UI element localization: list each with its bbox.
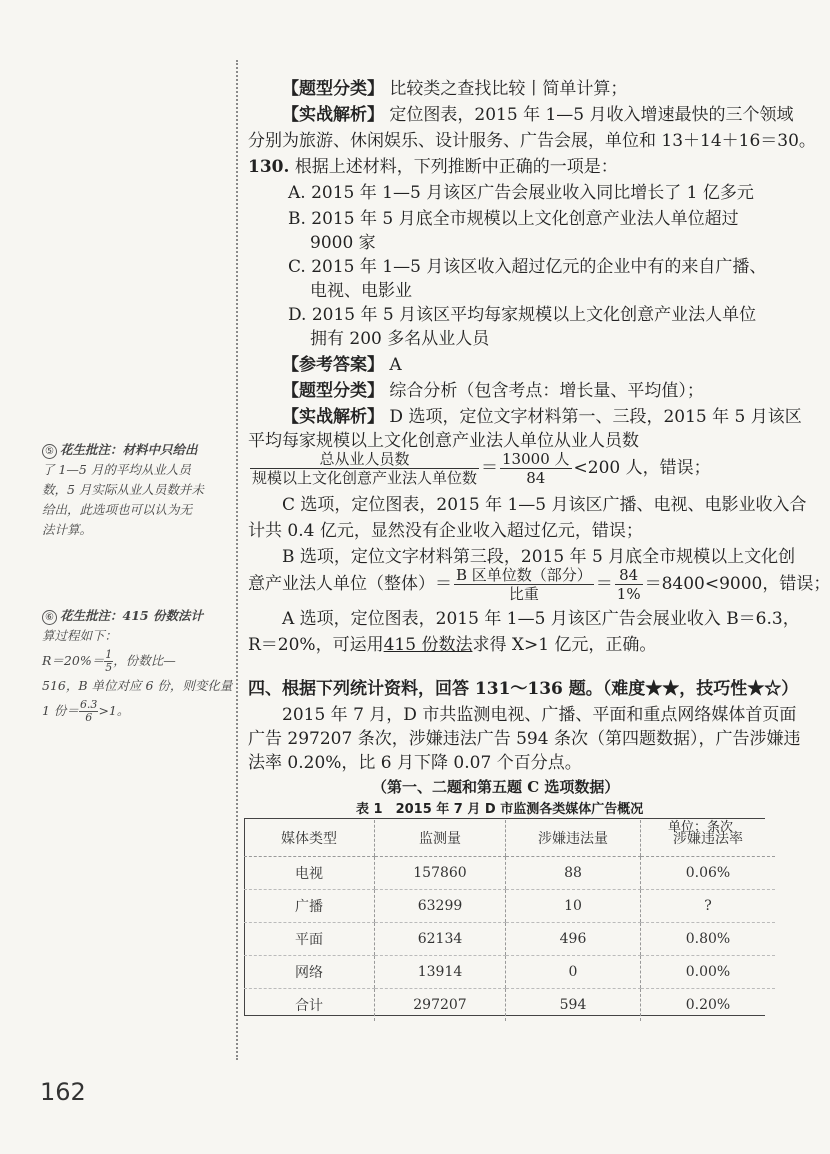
material-paragraph-3: 法率 0.20%，比 6 月下降 0.07 个百分点。	[248, 753, 582, 773]
header-illegal-rate: 涉嫌违法率	[641, 820, 776, 857]
section-4-heading: 四、根据下列统计资料，回答 131～136 题。（难度★★，技巧性★☆）	[248, 679, 799, 699]
table-row: 电视 157860 88 0.06%	[244, 857, 775, 890]
table-row-total: 合计 297207 594 0.20%	[244, 989, 775, 1022]
option-b-formula: 意产业法人单位（整体）＝ $\frac{\text{B 区单位数（部分）}}{\text{比重}}$ ＝ $\frac{84}{1\%}$ ＝8400<9000，错误；	[248, 566, 830, 603]
fraction: $\frac{6.3}{6}$	[79, 698, 98, 724]
option-a-analysis-1: A 选项，定位图表，2015 年 1—5 月该区广告会展业收入 B＝6.3，	[282, 609, 800, 629]
side-note-5: ⑤ 花生批注：材料中只给出 了 1—5 月的平均从业人员 数，5 月实际从业人员数并未 给出，此选项也可以认为无 法计算。	[42, 442, 204, 537]
media-ad-table	[244, 820, 775, 1021]
header-monitored: 监测量	[375, 820, 506, 857]
table-row: 网络 13914 0 0.00%	[244, 956, 775, 989]
classification-line-2: 【题型分类】 综合分析（包含考点：增长量、平均值）；	[282, 381, 704, 401]
table-section-title: （第一、二题和第五题 C 选项数据）	[372, 778, 620, 796]
option-b: B. 2015 年 5 月底全市规模以上文化创意产业法人单位超过	[288, 209, 739, 229]
fraction: $\frac{\text{13000 人}}{84}$	[502, 450, 570, 487]
option-a: A. 2015 年 1—5 月该区广告会展业收入同比增长了 1 亿多元	[288, 183, 754, 203]
option-c-analysis-2: 计共 0.4 亿元，显然没有企业收入超过亿元，错误；	[248, 521, 643, 541]
material-paragraph-2: 广告 297207 条次，涉嫌违法广告 594 条次（第四题数据），广告涉嫌违	[248, 729, 801, 749]
option-a-analysis-2: R＝20%，可运用415 份数法求得 X>1 亿元，正确。	[248, 635, 657, 655]
material-paragraph-1: 2015 年 7 月，D 市共监测电视、广播、平面和重点网络媒体首页面	[282, 705, 797, 725]
analysis-line-2: 分别为旅游、休闲娱乐、设计服务、广告会展，单位和 13＋14＋16＝30。	[248, 131, 816, 151]
side-note-6: ⑥ 花生批注：415 份数法计 算过程如下： R＝20%＝ $\frac{1}{5}$ ，份数比— 516，B 单位对应 6 份，则变化量 1 份＝ $\frac{6.3}{6}$ >1。	[42, 608, 233, 724]
option-d-analysis: 平均每家规模以上文化创意产业法人单位从业人员数	[248, 431, 639, 451]
fraction: $\frac{\text{总从业人员数}}{\text{规模以上文化创意产业法人单位数}}$	[252, 450, 478, 487]
classification-line-1: 【题型分类】 比较类之查找比较丨简单计算；	[282, 79, 628, 99]
page-number: 162	[40, 1078, 86, 1106]
table-row: 平面 62134 496 0.80%	[244, 923, 775, 956]
table-row: 广播 63299 10 ?	[244, 890, 775, 923]
table-header-row	[244, 820, 775, 857]
analysis-line-3: 【实战解析】 D 选项，定位文字材料第一、三段，2015 年 5 月该区	[282, 407, 802, 427]
fraction: $\frac{1}{5}$	[105, 648, 113, 674]
header-media-type: 媒体类型	[244, 820, 375, 857]
option-d-cont: 拥有 200 多名从业人员	[310, 329, 490, 349]
table-unit: 单位：条次	[668, 820, 734, 835]
option-d: D. 2015 年 5 月该区平均每家规模以上文化创意产业法人单位	[288, 305, 757, 325]
margin-divider	[236, 60, 238, 1060]
header-illegal-count: 涉嫌违法量	[506, 820, 641, 857]
question-130: 130. 根据上述材料，下列推断中正确的一项是：	[248, 157, 618, 177]
option-c-cont: 电视、电影业	[310, 281, 412, 301]
analysis-line-1: 【实战解析】 定位图表，2015 年 1—5 月收入增速最快的三个领域	[282, 105, 794, 125]
option-c-analysis-1: C 选项，定位图表，2015 年 1—5 月该区广播、电视、电影业收入合	[282, 495, 807, 515]
reference-answer: 【参考答案】 A	[282, 355, 402, 375]
fraction: $\frac{84}{1\%}$	[616, 566, 641, 603]
option-d-formula: $\frac{\text{总从业人员数}}{\text{规模以上文化创意产业法人单位数}}$ ＝ $\frac{\text{13000 人}}{84}$ <200 人，错误；	[252, 450, 711, 487]
option-b-analysis-1: B 选项，定位文字材料第三段，2015 年 5 月底全市规模以上文化创	[282, 547, 796, 567]
option-b-cont: 9000 家	[310, 233, 376, 253]
fraction: $\frac{\text{B 区单位数（部分）}}{\text{比重}}$	[456, 566, 592, 603]
option-c: C. 2015 年 1—5 月该区收入超过亿元的企业中有的来自广播、	[288, 257, 767, 277]
table-caption: 表 1 2015 年 7 月 D 市监测各类媒体广告概况	[356, 802, 644, 817]
